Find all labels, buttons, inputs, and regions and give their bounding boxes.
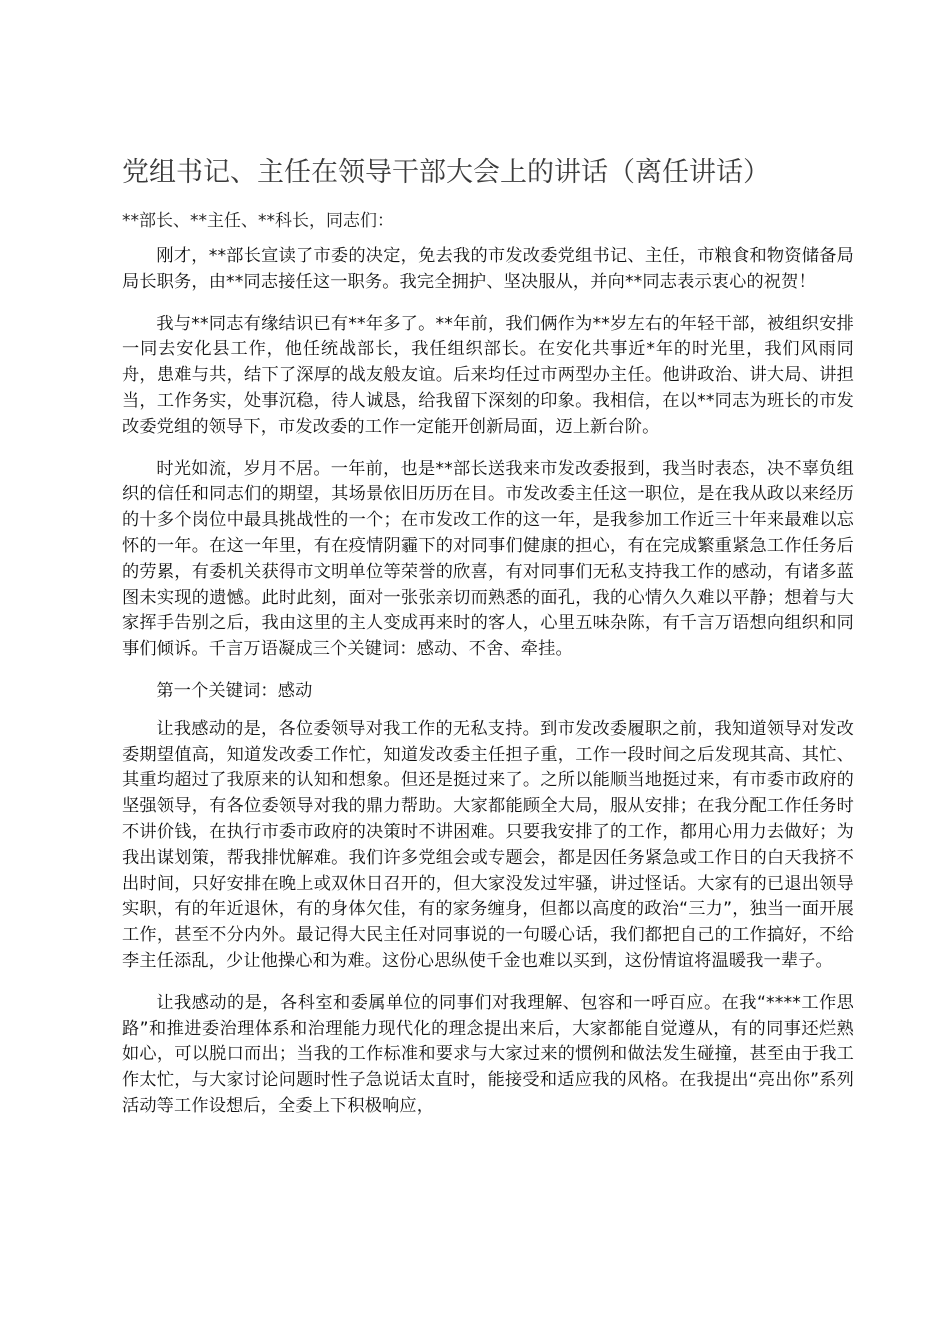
paragraph: 时光如流，岁月不居。一年前，也是**部长送我来市发改委报到，我当时表态，决不辜负组织的信任和同志们的期望，其场景依旧历历在目。市发改委主任这一职位，是在我从政以来经历的十多个岗位中最具挑战性的一个；在市发改工作的这一年，是我参加工作近三十年来最难以忘怀的一年。在这一年里，有在疫情阴霾下的对同事们健康的担心，有在完成繁重紧急工作任务后的劳累，有委机关获得市文明单位等荣誉的欣喜，有对同事们无私支持我工作的感动，有诸多蓝图未实现的遗憾。此时此刻，面对一张张亲切而熟悉的面孔，我的心情久久难以平静；想着与大家挥手告别之后，我由这里的主人变成再来时的客人，心里五味杂陈，有千言万语想向组织和同事们倾诉。千言万语凝成三个关键词：感动、不舍、牵挂。 [122,458,854,660]
document-body [122,244,854,1136]
salutation: **部长、**主任、**科长，同志们： [122,211,394,231]
section-heading: 第一个关键词：感动 [156,680,313,701]
paragraph: 我与**同志有缘结识已有**年多了。**年前，我们俩作为**岁左右的年轻干部，被组织安排一同去安化县工作，他任统战部长，我任组织部长。在安化共事近*年的时光里，我们风雨同舟，患难与共，结下了深厚的战友般友谊。后来均任过市两型办主任。他讲政治、讲大局、讲担当，工作务实，处事沉稳，待人诚恳，给我留下深刻的印象。我相信，在以**同志为班长的市发改委党组的领导下，市发改委的工作一定能开创新局面，迈上新台阶。 [122,313,854,437]
paragraph: 让我感动的是，各位委领导对我工作的无私支持。到市发改委履职之前，我知道领导对发改委期望值高，知道发改委工作忙，知道发改委主任担子重，工作一段时间之后发现其高、其忙、其重均超过了我原来的认知和想象。但还是挺过来了。之所以能顺当地挺过来，有市委市政府的坚强领导，有各位委领导对我的鼎力帮助。大家都能顾全大局，服从安排；在我分配工作任务时不讲价钱，在执行市委市政府的决策时不讲困难。只要我安排了的工作，都用心用力去做好；为我出谋划策，帮我排忧解难。我们许多党组会或专题会，都是因任务紧急或工作日的白天我挤不出时间，只好安排在晚上或双休日召开的，但大家没发过牢骚，讲过怪话。大家有的已退出领导实职，有的年近退休，有的身体欠佳，有的家务缠身，但都以高度的政治“三力”，独当一面开展工作，甚至不分内外。最记得大民主任对同事说的一句暖心话，我们都把自己的工作搞好，不给李主任添乱，少让他操心和为难。这份心思纵使千金也难以买到，这份情谊将温暖我一辈子。 [122,718,854,971]
paragraph: 让我感动的是，各科室和委属单位的同事们对我理解、包容和一呼百应。在我“****工作思路”和推进委治理体系和治理能力现代化的理念提出来后，大家都能自觉遵从，有的同事还烂熟如心，可以脱口而出；当我的工作标准和要求与大家过来的惯例和做法发生碰撞，甚至由于我工作太忙，与大家讨论问题时性子急说话太直时，能接受和适应我的风格。在我提出“亮出你”系列活动等工作设想后，全委上下积极响应， [122,992,854,1116]
paragraph: 刚才，**部长宣读了市委的决定，免去我的市发改委党组书记、主任，市粮食和物资储备局局长职务，由**同志接任这一职务。我完全拥护、坚决服从，并向**同志表示衷心的祝贺！ [122,246,854,292]
document-title: 党组书记、主任在领导干部大会上的讲话（离任讲话） [122,157,770,188]
